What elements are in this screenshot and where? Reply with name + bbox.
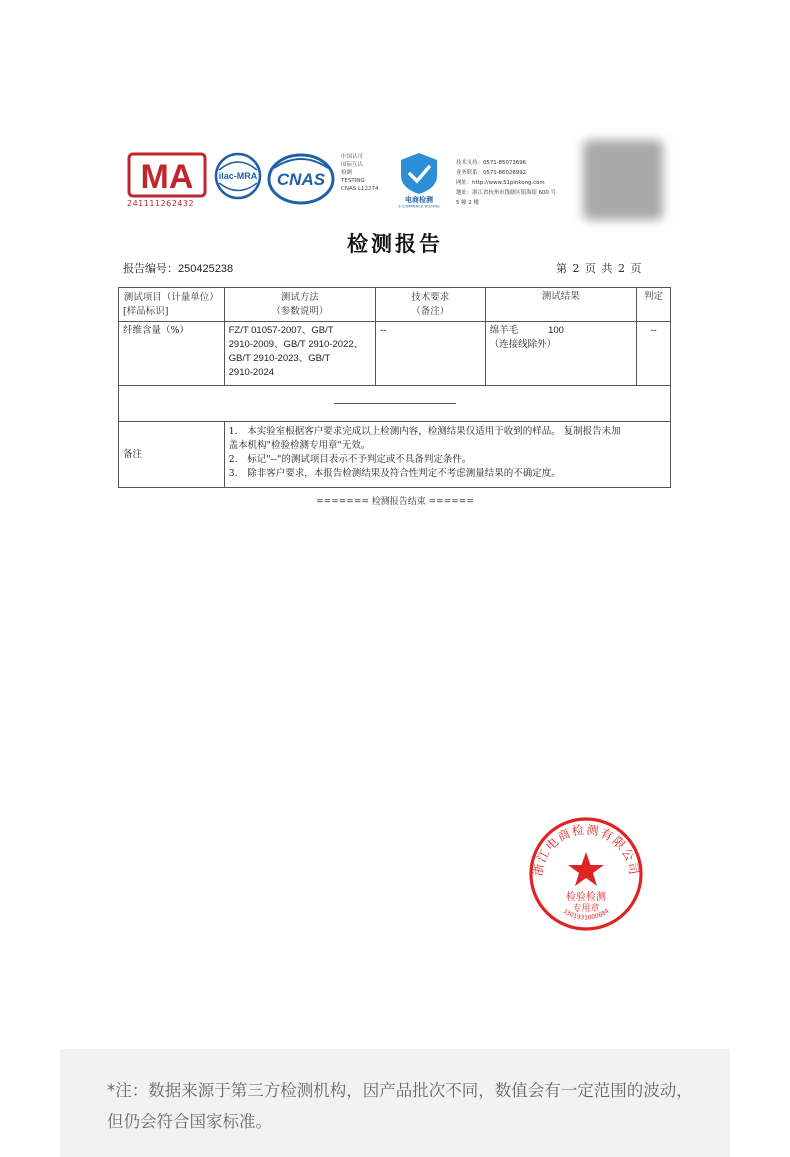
header-line: [样品标识]	[123, 305, 169, 317]
result-fiber: 绵羊毛	[489, 325, 519, 336]
contact-info	[456, 158, 586, 208]
remark-line: 盖本机构"检验检测专用章"无效。	[228, 440, 371, 451]
cnas-caption	[341, 153, 391, 193]
header-judgement	[637, 288, 671, 322]
stamp-company-name: 浙江电商检测有限公司	[530, 822, 642, 878]
result-note: （连接线除外）	[489, 339, 557, 350]
header-line: 技术要求	[411, 291, 450, 303]
method-line: FZ/T 01057-2007、GB/T	[228, 325, 334, 336]
report-number	[123, 260, 233, 276]
remark-line: 3. 除非客户要求，本报告检测结果及符合性判定不考虑测量结果的不确定度。	[228, 468, 561, 479]
header-result	[485, 288, 636, 322]
header-test-item	[119, 288, 225, 322]
disclaimer-note-text: *注：数据来源于第三方检测机构，因产品批次不同，数值会有一定范围的波动，但仍会符合国家标准。	[107, 1081, 693, 1131]
result-line	[490, 324, 632, 338]
report-number-label: 报告编号：	[123, 262, 178, 275]
ecommerce-testing-logo	[393, 150, 445, 208]
cnas-caption-line: 国际互认	[341, 162, 364, 168]
header-line: （备注）	[411, 305, 450, 317]
method-line: 2910-2024	[228, 367, 275, 378]
ilac-mra-logo	[213, 150, 263, 206]
ec-logo-en: E-COMMERCE TESTING	[398, 204, 440, 208]
header-line: 判定	[644, 291, 664, 302]
cell-judgement: --	[637, 322, 671, 386]
official-seal-stamp	[528, 816, 644, 932]
ec-logo-cn: 电商检测	[405, 196, 433, 204]
cnas-caption-line: TESTING	[341, 178, 365, 184]
cell-test-item: 纤维含量（%）	[119, 322, 225, 386]
header-requirement	[376, 288, 486, 322]
stamp-purpose-line2: 专用章	[572, 904, 600, 914]
results-table	[118, 287, 671, 488]
contact-line: 业务联系：0571-86026992	[456, 170, 527, 176]
cma-number: 241111262432	[127, 199, 195, 208]
method-line: 2910-2009、GB/T 2910-2022、	[228, 339, 364, 350]
contact-line: 网址：http://www.51pinkong.com	[456, 180, 545, 186]
result-value: 100	[548, 325, 564, 336]
header-line: 测试结果	[541, 291, 580, 302]
header-line: 测试项目（计量单位）	[123, 291, 219, 303]
table-row	[119, 322, 671, 386]
page-info: 第 2 页 共 2 页	[556, 262, 643, 275]
remarks-content	[224, 422, 670, 488]
stamp-code: 3301931000684	[561, 907, 611, 922]
contact-line: 地址：浙江省杭州市钱塘区银海街 600 号	[456, 190, 556, 196]
cnas-caption-line: 中国认可	[341, 154, 364, 160]
cnas-caption-line: CNAS L12274	[341, 186, 379, 192]
cell-result	[485, 322, 636, 386]
cma-logo-text: MA	[140, 158, 194, 196]
cell-requirement: --	[376, 322, 486, 386]
table-header-row	[119, 288, 671, 322]
disclaimer-note-box	[60, 1049, 730, 1157]
cell-test-method	[224, 322, 375, 386]
header-test-method	[224, 288, 375, 322]
blurred-qr-code	[583, 140, 663, 220]
cnas-logo-text: CNAS	[276, 170, 326, 189]
contact-line: 5 幢 2 楼	[456, 200, 479, 206]
header-line: （参数说明）	[271, 305, 329, 317]
report-end-marker: ======= 检测报告结束 ======	[316, 497, 474, 507]
method-line: GB/T 2910-2023、GB/T	[228, 353, 331, 364]
remark-line: 2. 标记"--"的测试项目表示不予判定或不具备判定条件。	[228, 454, 472, 465]
report-title: 检测报告	[347, 231, 443, 256]
stamp-purpose-line1: 检验检测	[566, 892, 606, 903]
contact-line: 技术支持：0571-85073696	[456, 160, 527, 166]
header-line: 测试方法	[280, 291, 319, 303]
remark-line: 1. 本实验室根据客户要求完成以上检测内容，检测结果仅适用于收到的样品。 复制报告未加	[228, 426, 621, 437]
cnas-caption-line: 检测	[341, 170, 353, 176]
report-number-value: 250425238	[178, 263, 234, 275]
cnas-logo	[266, 152, 336, 208]
divider-line	[334, 403, 456, 404]
table-spacer-row	[119, 386, 671, 422]
remarks-label: 备注	[119, 422, 225, 488]
spacer-cell	[119, 386, 671, 422]
ilac-logo-text: ilac-MRA	[218, 171, 258, 181]
remarks-row	[119, 422, 671, 488]
